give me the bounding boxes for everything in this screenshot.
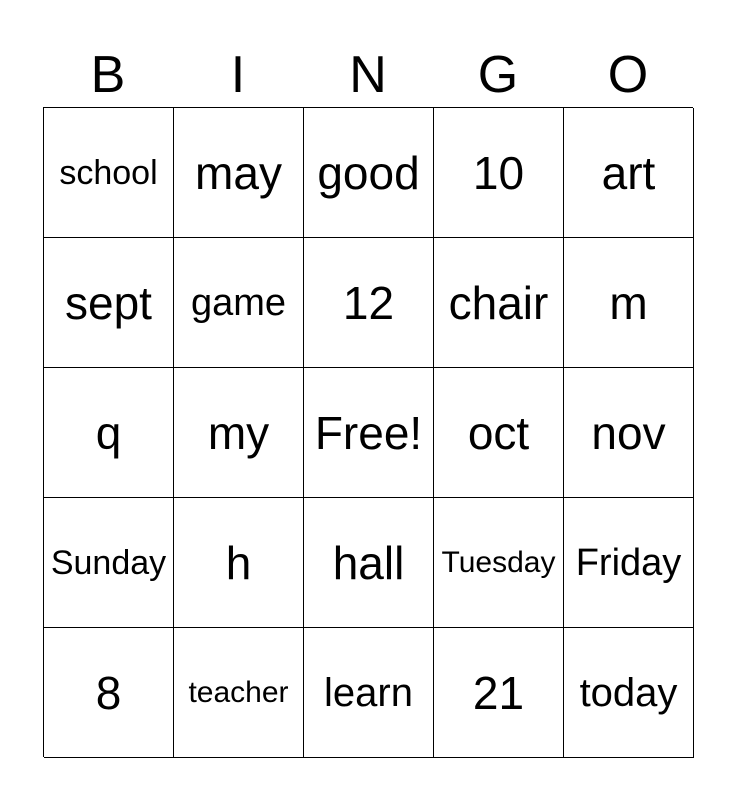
bingo-cell[interactable]: 10 — [434, 108, 564, 238]
free-space-cell[interactable]: Free! — [304, 368, 434, 498]
bingo-cell[interactable]: learn — [304, 628, 434, 758]
header-letter-b: B — [90, 46, 126, 104]
bingo-cell[interactable]: hall — [304, 498, 434, 628]
bingo-cell[interactable]: good — [304, 108, 434, 238]
bingo-header — [43, 44, 693, 106]
header-letter-o: O — [607, 46, 649, 104]
bingo-cell[interactable]: today — [564, 628, 694, 758]
bingo-cell[interactable]: teacher — [174, 628, 304, 758]
bingo-cell[interactable]: Tuesday — [434, 498, 564, 628]
bingo-cell[interactable]: game — [174, 238, 304, 368]
bingo-cell[interactable]: Friday — [564, 498, 694, 628]
header-letter-n: N — [349, 46, 387, 104]
bingo-cell[interactable]: nov — [564, 368, 694, 498]
bingo-cell[interactable]: h — [174, 498, 304, 628]
bingo-cell[interactable]: art — [564, 108, 694, 238]
bingo-cell[interactable]: sept — [44, 238, 174, 368]
bingo-board — [43, 107, 693, 757]
bingo-cell[interactable]: my — [174, 368, 304, 498]
bingo-cell[interactable]: school — [44, 108, 174, 238]
bingo-cell[interactable]: 21 — [434, 628, 564, 758]
bingo-cell[interactable]: Sunday — [44, 498, 174, 628]
bingo-cell[interactable]: may — [174, 108, 304, 238]
bingo-cell[interactable]: chair — [434, 238, 564, 368]
header-letter-i: I — [230, 46, 246, 104]
bingo-cell[interactable]: oct — [434, 368, 564, 498]
bingo-cell[interactable]: q — [44, 368, 174, 498]
bingo-cell[interactable]: 8 — [44, 628, 174, 758]
bingo-cell[interactable]: 12 — [304, 238, 434, 368]
bingo-cell[interactable]: m — [564, 238, 694, 368]
header-letter-g: G — [477, 46, 519, 104]
